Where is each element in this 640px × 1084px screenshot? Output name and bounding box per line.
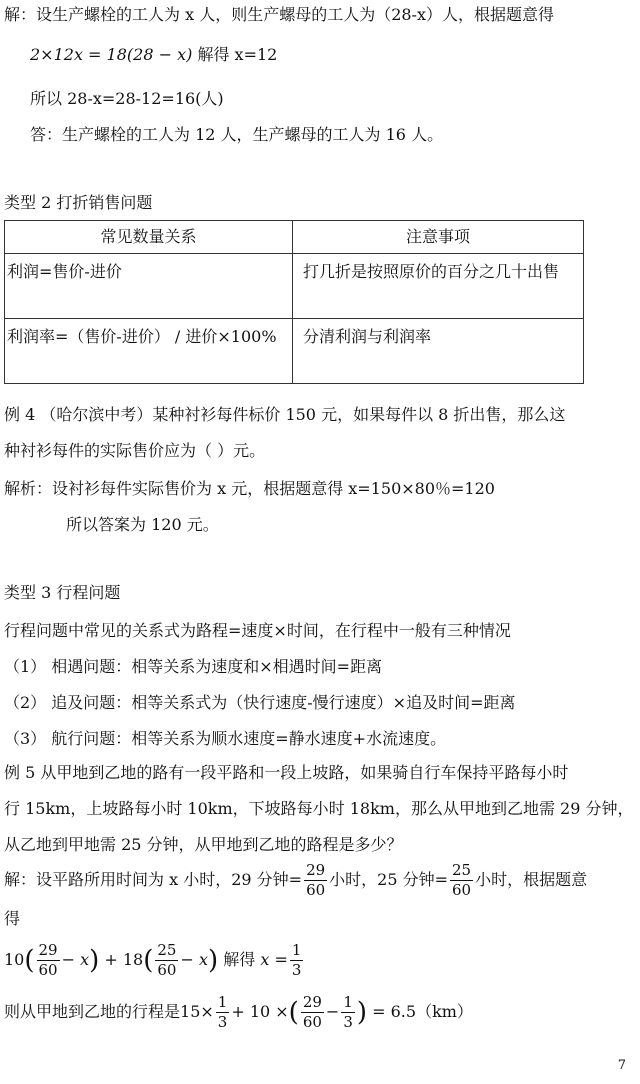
ex5-solution-c: 小时，根据题意 (475, 870, 588, 889)
ex5-distance-result: = 6.5（km） (372, 1002, 473, 1021)
table-cell-profit: 利润=售价-进价 (5, 254, 293, 319)
table-header-notes: 注意事项 (293, 221, 584, 254)
table-cell-profit-rate-note: 分清利润与利润率 (293, 319, 584, 384)
type3-heading: 类型 3 行程问题 (4, 583, 121, 602)
ex4-question-1: 例 4 （哈尔滨中考）某种衬衫每件标价 150 元，如果每件以 8 折出售，那么这 (4, 405, 566, 424)
type3-case-2: （2） 追及问题：相等关系式为（快行速度-慢行速度）×追及时间=距离 (4, 693, 516, 712)
fraction-29-60: $\frac{29}{60}$ (306, 861, 326, 899)
ex5-distance-text: 则从甲地到乙地的行程是 (4, 1002, 181, 1021)
ex4-question-2: 种衬衫每件的实际售价应为（ ）元。 (4, 441, 266, 460)
ex5-distance-line: 则从甲地到乙地的行程是15× $\frac{1}{3}$ + 10 ×( $\frac{29}{60}$ − $\frac{1}{3}$ ) = 6.5（km） (4, 993, 473, 1031)
type2-table (4, 220, 584, 384)
ex5-equation-line: 10( $\frac{29}{60}$ − x) + 18( $\frac{25}{60}$ − x) 解得 x = $\frac{1}{3}$ (4, 941, 302, 979)
fraction-25-60: $\frac{25}{60}$ (452, 861, 472, 899)
type3-case-3: （3） 航行问题：相等关系为顺水速度=静水速度+水流速度。 (4, 729, 447, 748)
type2-heading: 类型 2 打折销售问题 (4, 193, 153, 212)
type3-case-1: （1） 相遇问题：相等关系为速度和×相遇时间=距离 (4, 657, 383, 676)
table-cell-profit-rate: 利润率=（售价-进价） / 进价×100% (5, 319, 293, 384)
table-cell-discount-note: 打几折是按照原价的百分之几十出售 (293, 254, 584, 319)
ex-prev-solved: 解得 x=12 (197, 45, 278, 64)
ex4-solution: 解析：设衬衫每件实际售价为 x 元，根据题意得 x=150×80％=120 (4, 479, 495, 498)
ex5-equation-solved: 解得 (223, 950, 256, 969)
ex4-answer: 所以答案为 120 元。 (66, 515, 219, 534)
ex-prev-setup: 解：设生产螺栓的工人为 x 人，则生产螺母的工人为（28-x）人，根据题意得 (4, 5, 554, 24)
ex-prev-equation: 2×12x = 18(28 − x) (30, 45, 193, 64)
ex5-solution-line (4, 858, 634, 902)
ex5-solution-wrap: 得 (4, 909, 21, 928)
type3-intro: 行程问题中常见的关系式为路程=速度×时间，在行程中一般有三种情况 (4, 621, 511, 640)
ex-prev-therefore: 所以 28-x=28-12=16(人) (30, 89, 224, 108)
ex5-question-3: 从乙地到甲地需 25 分钟，从甲地到乙地的路程是多少？ (4, 835, 403, 854)
ex-prev-equation-line (30, 44, 634, 66)
ex5-solution-a: 解：设平路所用时间为 x 小时，29 分钟= (4, 870, 303, 889)
ex5-solution-b: 小时，25 分钟= (329, 870, 449, 889)
table-header-relations: 常见数量关系 (5, 221, 293, 254)
ex5-question-1: 例 5 从甲地到乙地的路有一段平路和一段上坡路，如果骑自行车保持平路每小时 (4, 763, 569, 782)
ex-prev-answer: 答：生产螺栓的工人为 12 人，生产螺母的工人为 16 人。 (30, 125, 444, 144)
page-number: 7 (617, 1058, 626, 1073)
ex5-question-2: 行 15km，上坡路每小时 10km，下坡路每小时 18km，那么从甲地到乙地需 29 分钟， (4, 799, 634, 818)
